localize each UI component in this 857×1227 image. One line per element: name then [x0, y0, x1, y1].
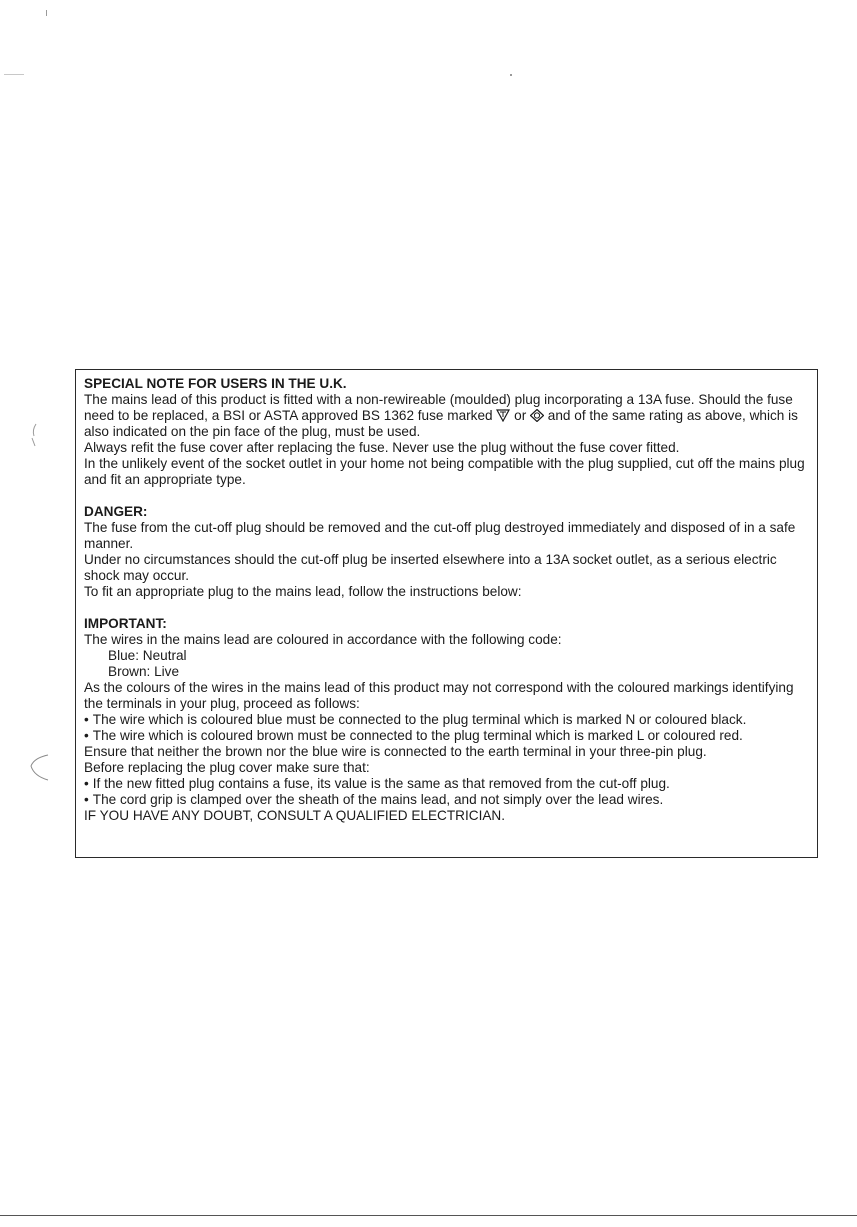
danger-paragraph-instructions: To fit an appropriate plug to the mains lead, follow the instructions below:: [84, 584, 522, 599]
danger-paragraph-dispose: The fuse from the cut-off plug should be removed and the cut-off plug destroyed immediately and disposed of in a safe manner.: [84, 520, 796, 551]
important-paragraph-code: The wires in the mains lead are coloured in accordance with the following code:: [84, 632, 562, 647]
wire-code-blue: Blue: Neutral: [108, 648, 187, 663]
intro-paragraph-fuse: The mains lead of this product is fitted with a non-rewireable (moulded) plug incorporating a 13A fuse. Should the fuse need to be replaced, a BSI or ASTA approved BS 1362 fuse marked or and of the same rating as above, which is also indicated on the pin face of the plug, must be used.: [84, 392, 798, 439]
bullet-cord-grip: • The cord grip is clamped over the sheath of the mains lead, and not simply over the lead wires.: [84, 792, 809, 808]
important-paragraph-earth: Ensure that neither the brown nor the blue wire is connected to the earth terminal in your three-pin plug.: [84, 744, 707, 759]
scan-curve-mark: [28, 752, 52, 782]
spacer: [84, 488, 809, 504]
closing-warning: IF YOU HAVE ANY DOUBT, CONSULT A QUALIFIED ELECTRICIAN.: [84, 808, 506, 823]
scan-curve-mark: [28, 422, 40, 448]
intro-paragraph-cover: Always refit the fuse cover after replacing the fuse. Never use the plug without the fuse cover fitted.: [84, 440, 680, 455]
danger-heading: DANGER:: [84, 504, 148, 519]
asta-mark-icon: [530, 409, 544, 422]
scan-dash: [4, 74, 24, 75]
intro-paragraph-socket: In the unlikely event of the socket outlet in your home not being compatible with the plug supplied, cut off the mains plug and fit an appropriate type.: [84, 456, 805, 487]
danger-paragraph-shock: Under no circumstances should the cut-off plug be inserted elsewhere into a 13A socket outlet, as a serious electric shock may occur.: [84, 552, 777, 583]
bullet-fuse-value: • If the new fitted plug contains a fuse, its value is the same as that removed from the cut-off plug.: [84, 776, 809, 792]
important-heading: IMPORTANT:: [84, 616, 167, 631]
bullet-blue-wire: • The wire which is coloured blue must be connected to the plug terminal which is marked N or coloured black.: [84, 712, 809, 728]
uk-plug-notice: [75, 369, 818, 858]
important-paragraph-cover: Before replacing the plug cover make sure that:: [84, 760, 370, 775]
bullet-brown-wire: • The wire which is coloured brown must be connected to the plug terminal which is marked L or coloured red.: [84, 728, 809, 744]
spacer: [84, 600, 809, 616]
wire-code-brown: Brown: Live: [108, 664, 180, 679]
bsi-kitemark-icon: [496, 409, 510, 422]
page-bottom-rule: [0, 1215, 857, 1216]
important-paragraph-markings: As the colours of the wires in the mains lead of this product may not correspond with the coloured markings identifying the terminals in your plug, proceed as follows:: [84, 680, 794, 711]
scan-speck: [46, 10, 47, 16]
notice-title: SPECIAL NOTE FOR USERS IN THE U.K.: [84, 376, 347, 391]
scan-speck: [510, 74, 512, 76]
